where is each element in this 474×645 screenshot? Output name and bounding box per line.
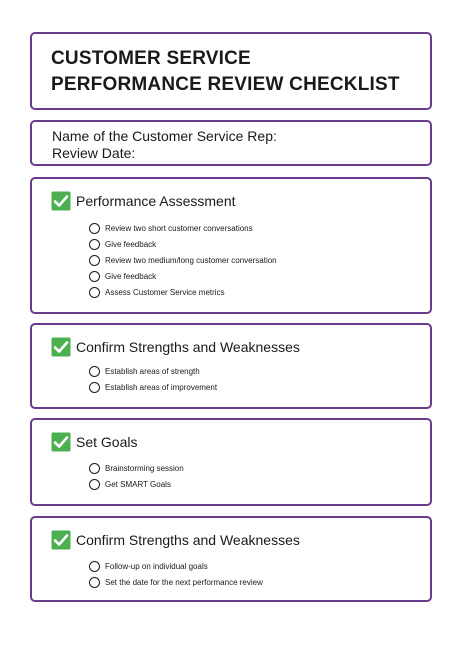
checklist-item-label: Brainstorming session (105, 463, 184, 473)
checklist-item-label: Give feedback (105, 271, 157, 281)
checklist-item[interactable] (89, 574, 263, 590)
section-heading: Performance Assessment (76, 193, 236, 209)
radio-icon[interactable] (89, 271, 100, 282)
checklist-item[interactable] (89, 220, 277, 236)
checkmark-icon (51, 530, 71, 550)
checklist (89, 558, 263, 590)
checklist-item-label: Establish areas of improvement (105, 382, 218, 392)
radio-icon[interactable] (89, 287, 100, 298)
checkmark-icon (51, 191, 71, 211)
checklist (89, 220, 277, 300)
checklist-item[interactable] (89, 284, 277, 300)
section-heading: Set Goals (76, 434, 138, 450)
checklist-item-label: Set the date for the next performance review (105, 577, 263, 587)
title-box (30, 32, 432, 110)
checklist-item[interactable] (89, 236, 277, 252)
checklist-item-label: Establish areas of strength (105, 366, 200, 376)
section-performance-assessment (30, 177, 432, 314)
checklist-item-label: Review two medium/long customer conversation (105, 255, 277, 265)
checklist-item[interactable] (89, 558, 263, 574)
radio-icon[interactable] (89, 463, 100, 474)
section-follow-up (30, 516, 432, 602)
radio-icon[interactable] (89, 577, 100, 588)
checklist-item-label: Get SMART Goals (105, 479, 171, 489)
radio-icon[interactable] (89, 382, 100, 393)
radio-icon[interactable] (89, 479, 100, 490)
review-date-label: Review Date: (52, 145, 136, 161)
title-line-2: PERFORMANCE REVIEW CHECKLIST (51, 74, 400, 95)
checklist (89, 460, 184, 492)
rep-name-label: Name of the Customer Service Rep: (52, 128, 277, 144)
radio-icon[interactable] (89, 223, 100, 234)
title-line-1: CUSTOMER SERVICE (51, 48, 251, 69)
radio-icon[interactable] (89, 255, 100, 266)
radio-icon[interactable] (89, 239, 100, 250)
checkmark-icon (51, 432, 71, 452)
checklist-item-label: Assess Customer Service metrics (105, 287, 225, 297)
checklist-item-label: Give feedback (105, 239, 157, 249)
checklist-item[interactable] (89, 252, 277, 268)
checkmark-icon (51, 337, 71, 357)
section-strengths-weaknesses (30, 323, 432, 409)
info-box (30, 120, 432, 166)
section-heading: Confirm Strengths and Weaknesses (76, 339, 300, 355)
checklist-item[interactable] (89, 476, 184, 492)
checklist (89, 363, 217, 395)
checklist-item[interactable] (89, 379, 217, 395)
checklist-item-label: Follow-up on individual goals (105, 561, 208, 571)
checklist-item-label: Review two short customer conversations (105, 223, 253, 233)
checklist-item[interactable] (89, 268, 277, 284)
radio-icon[interactable] (89, 561, 100, 572)
checklist-item[interactable] (89, 460, 184, 476)
radio-icon[interactable] (89, 366, 100, 377)
section-heading: Confirm Strengths and Weaknesses (76, 532, 300, 548)
checklist-item[interactable] (89, 363, 217, 379)
section-set-goals (30, 418, 432, 506)
